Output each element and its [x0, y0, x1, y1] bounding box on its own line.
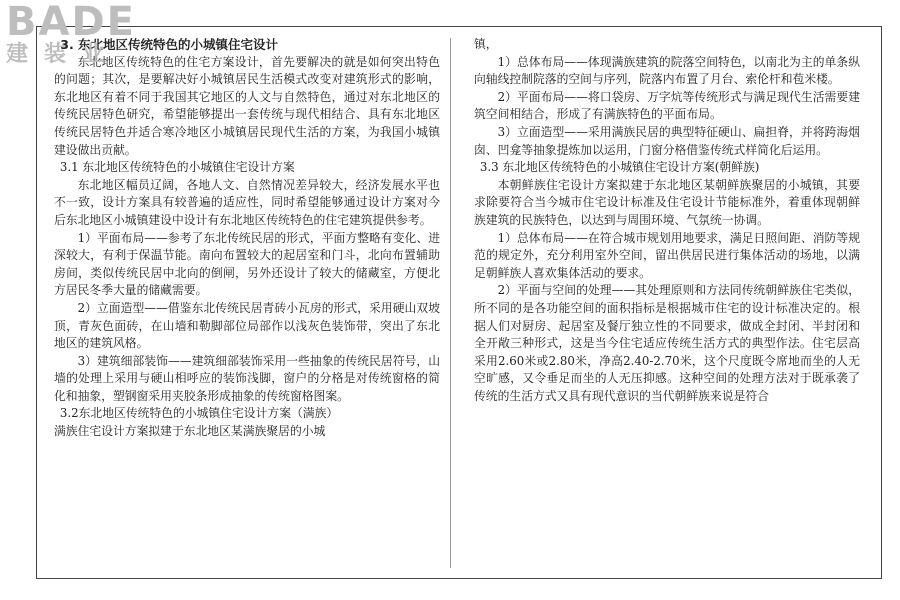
- paragraph: 本朝鲜族住宅设计方案拟建于东北地区某朝鲜族聚居的小城镇，其要求除要符合当今城市住宅设计标准及住宅设计节能标准外，着重体现朝鲜族建筑的民族特色，以达到与周围环境、气氛统一协调。: [474, 177, 860, 227]
- subsection-heading-3-3: 3.3 东北地区传统特色的小城镇住宅设计方案(朝鲜族): [479, 160, 760, 175]
- subsection-heading-3-2: 3.2东北地区传统特色的小城镇住宅设计方案（满族）: [59, 406, 339, 421]
- left-column: [54, 36, 440, 441]
- list-item: 1）总体布局——在符合城市规划用地要求，满足日照间距、消防等规范的规定外，充分利用室外空间，留出供居民进行集体活动的场地，以满足朝鲜族人喜欢集体活动的要求。: [474, 230, 860, 280]
- list-item: 2）立面造型——借鉴东北传统民居青砖小瓦房的形式，采用硬山双坡顶，青灰色面砖，在山墙和勒脚部位局部作以浅灰色装饰带，突出了东北地区的建筑风格。: [54, 300, 440, 351]
- list-item: 3）建筑细部装饰——建筑细部装饰采用一些抽象的传统民居符号，山墙的处理上采用与硬山相呼应的装饰浅脚，窗户的分格是对传统窗格的简化和抽象，塑钢窗采用夹胶条形成抽象的传统窗格图案。: [54, 353, 440, 403]
- right-column: [474, 36, 860, 405]
- paragraph-continuation: 镇，: [474, 37, 498, 51]
- logo-brand: BADE: [6, 0, 136, 45]
- list-item: 1）平面布局——参考了东北传统民居的形式，平面方整略有变化、进深较大，有利于保温节能。南向布置较大的起居室和门斗，北向布置辅助房间，类似传统民居中北向的倒闸，另外还设计了较大的储藏室，方便北方居民冬季大量的储藏需要。: [54, 230, 440, 298]
- column-divider: [450, 38, 451, 568]
- intro-paragraph: 东北地区传统特色的住宅方案设计，首先要解决的就是如何突出特色的问题；其次，是要解决好小城镇居民生活模式改变对建筑形式的影响，东北地区有着不同于我国其它地区的人文与自然特色，通过对东北地区的传统民居特色研究，希望能够提出一套传统与现代相结合、具有东北地区传统民居特色并适合寒冷地区小城镇居民现代生活的方案，为我国小城镇建设做出贡献。: [54, 54, 440, 157]
- section-heading: 3. 东北地区传统特色的小城镇住宅设计: [60, 37, 279, 52]
- list-item: 2）平面布局——将口袋房、万字炕等传统形式与满足现代生活需要建筑空间相结合，形成了有满族特色的平面布局。: [474, 89, 860, 122]
- paragraph: 满族住宅设计方案拟建于东北地区某满族聚居的小城: [54, 424, 326, 439]
- subsection-heading-3-1: 3.1 东北地区传统特色的小城镇住宅设计方案: [59, 160, 295, 175]
- list-item: 3）立面造型——采用满族民居的典型特征硬山、扁担脊，并将跨海烟囱、凹龛等抽象提炼加以运用，门窗分格借鉴传统式样简化后运用。: [474, 124, 860, 157]
- list-item: 1）总体布局——体现满族建筑的院落空间特色，以南北为主的单条纵向轴线控制院落的空间与序列，院落内布置了月台、索伦杆和苞米楼。: [474, 54, 860, 87]
- list-item: 2）平面与空间的处理——其处理原则和方法同传统朝鲜族住宅类似，所不同的是各功能空间的面积指标是根据城市住宅的设计标准决定的。根据人们对厨房、起居室及餐厅独立性的不同要求，做成全封闭、半封闭和全开敞三种形式，这是当今住宅适应传统生活方式的典型作法。住宅层高采用2.60米或2.80米，净高2.40-2.70米，这个尺度既令席地而坐的人无空旷感，又令垂足而坐的人无压抑感。这种空间的处理方法对于既承袭了传统的生活方式又具有现代意识的当代朝鲜族来说是符合: [474, 283, 860, 403]
- logo-subtitle: 建装业: [6, 42, 121, 67]
- paragraph: 东北地区幅员辽阔，各地人文、自然情况差异较大，经济发展水平也不一致，设计方案具有较普遍的适应性，同时希望能够通过设计方案对今后东北地区小城镇建设中设计有东北地区传统特色的住宅建筑提供参考。: [54, 177, 440, 227]
